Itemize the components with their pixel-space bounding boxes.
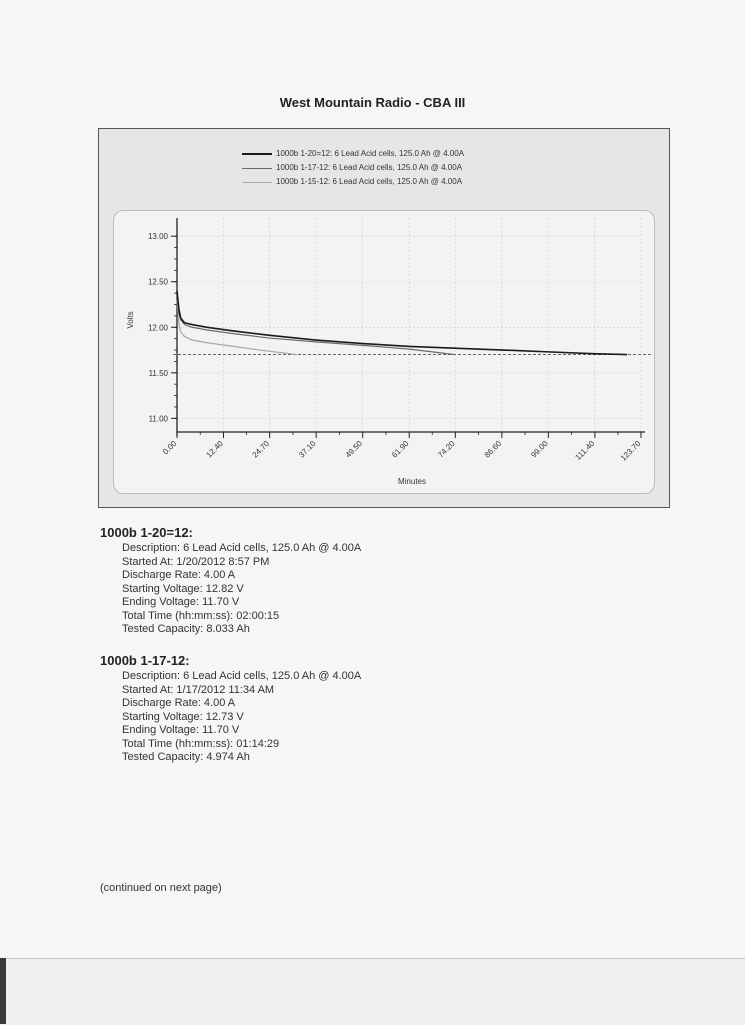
y-tick-label: 11.50: [148, 368, 168, 378]
x-tick-label: 74.20: [436, 439, 457, 460]
x-tick-label: 61.90: [390, 439, 411, 460]
x-tick-label: 24.70: [250, 439, 272, 460]
x-tick-label: 99.00: [529, 439, 550, 460]
run-description: Description: 6 Lead Acid cells, 125.0 Ah @ 4.00A: [122, 542, 362, 554]
y-tick-label: 11.00: [148, 414, 168, 424]
run-tested-capacity: Tested Capacity: 4.974 Ah: [122, 751, 250, 763]
x-tick-label: 86.60: [482, 439, 504, 460]
page-title: West Mountain Radio - CBA III: [279, 95, 466, 110]
run-report-2: [100, 653, 361, 765]
y-axis-label: Volts: [126, 311, 135, 329]
run-starting-voltage: Starting Voltage: 12.73 V: [122, 710, 244, 723]
y-tick-label: 12.00: [147, 323, 168, 333]
continued-note: (continued on next page): [100, 882, 222, 894]
x-tick-label: 123.70: [618, 439, 643, 463]
x-tick-label: 37.10: [297, 439, 318, 460]
run-total-time: Total Time (hh:mm:ss): 02:00:15: [122, 609, 280, 622]
run-starting-voltage: Starting Voltage: 12.82 V: [122, 582, 244, 595]
run-discharge-rate: Discharge Rate: 4.00 A: [122, 697, 236, 709]
run-description: Description: 6 Lead Acid cells, 125.0 Ah @ 4.00A: [122, 670, 362, 682]
legend-label: 1000b 1-20=12: 6 Lead Acid cells, 125.0 Ah @ 4.00A: [276, 149, 465, 158]
y-tick-label: 12.50: [147, 277, 168, 287]
scanner-bed-edge: [0, 958, 745, 1025]
run-title: 1000b 1-20=12:: [100, 525, 193, 540]
legend-label: 1000b 1-17-12: 6 Lead Acid cells, 125.0 Ah @ 4.00A: [276, 163, 463, 172]
x-tick-label: 0.00: [161, 439, 179, 457]
run-discharge-rate: Discharge Rate: 4.00 A: [122, 569, 236, 581]
x-tick-label: 12.40: [204, 439, 225, 460]
x-axis-label: Minutes: [397, 477, 427, 486]
run-total-time: Total Time (hh:mm:ss): 01:14:29: [122, 737, 280, 750]
discharge-chart: [0, 0, 745, 510]
run-ending-voltage: Ending Voltage: 11.70 V: [122, 724, 240, 736]
series-line-1: [177, 291, 627, 355]
run-title: 1000b 1-17-12:: [100, 653, 190, 668]
run-ending-voltage: Ending Voltage: 11.70 V: [122, 596, 240, 608]
series-line-2: [177, 295, 455, 354]
scanner-shadow: [0, 958, 6, 1024]
run-started-at: Started At: 1/17/2012 11:34 AM: [122, 683, 275, 696]
run-started-at: Started At: 1/20/2012 8:57 PM: [122, 555, 270, 568]
legend-label: 1000b 1-15-12: 6 Lead Acid cells, 125.0 Ah @ 4.00A: [276, 177, 463, 186]
run-report-1: [100, 525, 361, 637]
run-tested-capacity: Tested Capacity: 8.033 Ah: [122, 623, 250, 635]
y-tick-label: 13.00: [147, 232, 168, 242]
x-tick-label: 49.50: [343, 439, 365, 460]
x-tick-label: 111.40: [573, 439, 597, 462]
